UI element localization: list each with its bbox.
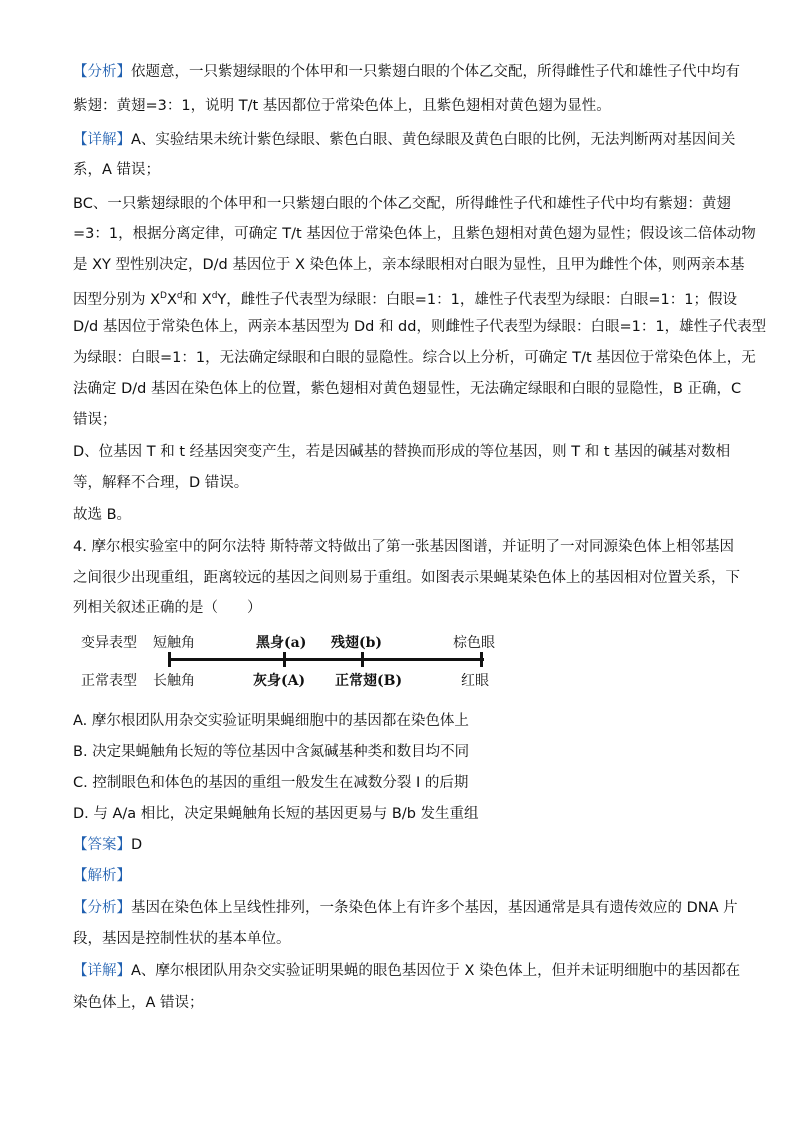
- option-c: C. 控制眼色和体色的基因的重组一般发生在减数分裂 I 的后期: [73, 775, 469, 791]
- conclusion-line: 故选 B。: [73, 507, 132, 523]
- text-fragment: 因型分别为 X: [73, 292, 161, 308]
- genotype-line: [73, 286, 737, 310]
- superscript: D: [160, 291, 167, 301]
- text-line: 为绿眼：白眼=1：1，无法确定绿眼和白眼的显隐性。综合以上分析，可确定 T/t 基因位于常染色体上，无: [73, 350, 756, 366]
- text-line: 依题意，一只紫翅绿眼的个体甲和一只紫翅白眼的个体乙交配，所得雌性子代和雄性子代中均有: [131, 64, 740, 80]
- detail-label: 【详解】: [73, 132, 131, 148]
- chromosome-line: [168, 658, 484, 661]
- gene-long-antenna: 长触角: [153, 673, 195, 689]
- text-line: 系，A 错误；: [73, 162, 161, 178]
- question-4-line: 列相关叙述正确的是（ ）: [73, 600, 262, 616]
- text-line: 是 XY 型性别决定，D/d 基因位于 X 染色体上，亲本绿眼相对白眼为显性，且甲为雌性个体，则两亲本基: [73, 257, 745, 273]
- locus-marker: [480, 652, 483, 667]
- text-line: BC、一只紫翅绿眼的个体甲和一只紫翅白眼的个体乙交配，所得雌性子代和雄性子代中均有紫翅：黄翅: [73, 196, 731, 212]
- text-line: 法确定 D/d 基因在染色体上的位置，紫色翅相对黄色翅显性，无法确定绿眼和白眼的显隐性，B 正确，C: [73, 381, 742, 397]
- analysis-label: 【分析】: [73, 64, 131, 80]
- locus-marker: [283, 652, 286, 667]
- text-line: D/d 基因位于常染色体上，两亲本基因型为 Dd 和 dd，则雌性子代表型为绿眼：白眼=1：1，雄性子代表型: [73, 319, 767, 335]
- gene-vestigial-wing: 残翅(b): [331, 635, 383, 651]
- gene-red-eye: 红眼: [461, 673, 489, 689]
- question-4-line: 之间很少出现重组，距离较远的基因之间则易于重组。如图表示果蝇某染色体上的基因相对位置关系，下: [73, 570, 740, 586]
- answer-value: D: [131, 837, 143, 853]
- explanation-label: 【解析】: [73, 868, 131, 884]
- answer-label: 【答案】: [73, 837, 131, 853]
- locus-marker: [168, 652, 171, 667]
- variant-phenotype-label: 变异表型: [81, 635, 137, 651]
- text-line: 染色体上，A 错误；: [73, 995, 204, 1011]
- gene-gray-body: 灰身(A): [253, 673, 306, 689]
- superscript: d: [211, 291, 218, 301]
- text-line: A、实验结果未统计紫色绿眼、紫色白眼、黄色绿眼及黄色白眼的比例，无法判断两对基因间关: [131, 132, 736, 148]
- question-4-line: 4. 摩尔根实验室中的阿尔法特 斯特蒂文特做出了第一张基因图谱，并证明了一对同源染色体上相邻基因: [73, 539, 735, 555]
- detail-paragraph-1: [73, 130, 735, 150]
- option-b: B. 决定果蝇触角长短的等位基因中含氮碱基种类和数目均不同: [73, 744, 470, 760]
- gene-map-diagram: [73, 628, 513, 690]
- option-d: D. 与 A/a 相比，决定果蝇触角长短的基因更易与 B/b 发生重组: [73, 806, 479, 822]
- analysis-paragraph-1: [73, 62, 740, 82]
- text-line: 紫翅：黄翅=3：1，说明 T/t 基因都位于常染色体上，且紫色翅相对黄色翅为显性。: [73, 98, 611, 114]
- answer-line: [73, 835, 142, 855]
- detail-label: 【详解】: [73, 963, 131, 979]
- option-a: A. 摩尔根团队用杂交实验证明果蝇细胞中的基因都在染色体上: [73, 713, 469, 729]
- text-line: 基因在染色体上呈线性排列，一条染色体上有许多个基因，基因通常是具有遗传效应的 DNA 片: [131, 900, 738, 916]
- text-fragment: Y，雌性子代表型为绿眼：白眼=1：1，雄性子代表型为绿眼：白眼=1：1；假设: [217, 292, 737, 308]
- text-line: 错误；: [73, 412, 117, 428]
- gene-brown-eye: 棕色眼: [453, 635, 495, 651]
- gene-black-body: 黑身(a): [256, 635, 307, 651]
- text-line: 等，解释不合理，D 错误。: [73, 475, 249, 491]
- analysis-label: 【分析】: [73, 900, 131, 916]
- analysis-paragraph-2: [73, 898, 738, 918]
- text-fragment: X: [166, 292, 177, 308]
- gene-normal-wing: 正常翅(B): [335, 673, 403, 689]
- superscript: d: [176, 291, 183, 301]
- text-line: A、摩尔根团队用杂交实验证明果蝇的眼色基因位于 X 染色体上，但并未证明细胞中的基因都在: [131, 963, 741, 979]
- detail-paragraph-2: [73, 961, 740, 981]
- text-line: D、位基因 T 和 t 经基因突变产生，若是因碱基的替换而形成的等位基因，则 T 和 t 基因的碱基对数相: [73, 444, 731, 460]
- normal-phenotype-label: 正常表型: [81, 673, 137, 689]
- text-line: 段，基因是控制性状的基本单位。: [73, 931, 291, 947]
- text-fragment: 和 X: [182, 292, 212, 308]
- gene-short-antenna: 短触角: [153, 635, 195, 651]
- locus-marker: [361, 652, 364, 667]
- text-line: =3：1，根据分离定律，可确定 T/t 基因位于常染色体上，且紫色翅相对黄色翅为显性；假设该二倍体动物: [73, 226, 756, 242]
